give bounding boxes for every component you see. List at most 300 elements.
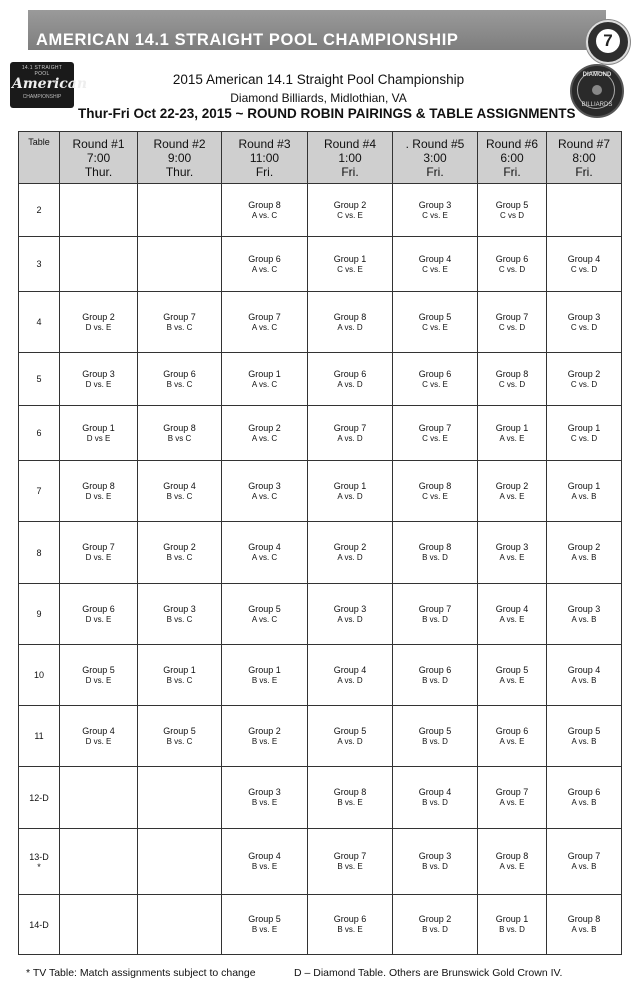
match-label: A vs. E [499,798,525,807]
pairing-cell [308,461,393,522]
table-number-label: 12-D [29,792,49,803]
round-time: 6:00 [500,150,524,165]
match-label: A vs. C [251,614,278,624]
pairing-cell [222,406,308,461]
group-label: Group 7 [567,851,601,861]
match-label: D vs. E [85,322,112,332]
group-label: Group 8 [418,480,452,491]
table-row [19,767,622,829]
pairing-cell [547,353,622,406]
table-number [19,829,60,895]
pairing-cell [308,706,393,767]
table-number-label: 8 [36,547,42,558]
pairing-cell [308,353,393,406]
match-label: B vs. E [337,798,363,807]
pairing-cell [393,237,478,292]
group-label: Group 4 [418,787,452,797]
match-label: A vs. E [499,736,525,746]
diamond-billiards-logo [570,64,624,118]
pairing-cell [547,522,622,584]
pairing-cell [308,767,393,829]
group-label: Group 3 [333,603,367,614]
match-label: C vs. E [422,491,448,501]
group-label: Group 8 [495,368,529,379]
pairing-cell [393,461,478,522]
group-label: Group 7 [418,603,452,614]
empty-cell [138,767,222,829]
match-label: A vs. B [571,675,597,685]
schedule-subtitle: Thur-Fri Oct 22-23, 2015 ~ ROUND ROBIN PAIRINGS & TABLE ASSIGNMENTS [78,106,576,121]
match-label: C vs. D [570,379,598,389]
match-label: A vs. C [251,491,278,501]
group-label: Group 5 [418,311,452,322]
round-header [138,132,222,184]
group-label: Group 8 [333,311,367,322]
match-label: C vs. E [337,264,363,274]
match-label: C vs. D [570,322,598,332]
match-label: C vs. D [570,264,598,274]
pairing-cell [60,353,138,406]
pairing-cell [393,895,478,955]
group-label: Group 4 [82,725,115,736]
pairing-cell [478,184,547,237]
match-label: A vs. B [571,925,597,934]
match-label: C vs. D [498,322,526,332]
table-number [19,353,60,406]
round-day: Fri. [426,164,444,179]
american-logo-word: American [12,76,88,92]
round-header [308,132,393,184]
page-title: 2015 American 14.1 Straight Pool Championship [172,72,465,87]
pairing-cell [393,584,478,645]
empty-cell [60,184,138,237]
match-label: B vs. E [337,925,363,934]
tv-table-mark: * [37,861,41,872]
match-label: B vs. C [166,614,193,624]
match-label: C vs. E [422,264,448,274]
pairing-cell [478,406,547,461]
pairing-cell [138,461,222,522]
pairing-cell [138,292,222,353]
group-label: Group 5 [248,914,281,924]
group-label: Group 3 [418,851,452,861]
group-label: Group 6 [495,725,529,736]
empty-cell [138,895,222,955]
group-label: Group 5 [495,664,529,675]
match-label: A vs. B [571,614,597,624]
tv-table-note: * TV Table: Match assignments subject to change [26,967,256,979]
table-column-header: Table [19,132,60,184]
group-label: Group 6 [495,253,529,264]
group-label: Group 6 [567,787,601,797]
group-label: Group 3 [418,199,452,210]
match-label: D vs. E [85,675,112,685]
pairing-cell [138,353,222,406]
group-label: Group 4 [567,253,601,264]
pairing-cell [308,184,393,237]
pairing-cell [308,584,393,645]
group-label: Group 2 [248,422,281,433]
round-time: 1:00 [338,150,362,165]
group-label: Group 3 [248,787,281,797]
match-label: D vs. E [85,491,112,501]
match-label: D vs. E [85,379,112,389]
table-number [19,895,60,955]
group-label: Group 4 [495,603,529,614]
match-label: C vs. E [422,433,448,443]
match-label: C vs D [500,210,524,220]
pairing-cell [308,292,393,353]
pairing-cell [222,237,308,292]
header-row [19,132,622,184]
round-name: Round #2 [153,136,206,151]
table-row [19,584,622,645]
pairing-cell [308,237,393,292]
match-label: B vs. C [166,379,193,389]
pairing-cell [547,895,622,955]
match-label: A vs. E [499,675,525,685]
round-time: 9:00 [167,150,192,165]
table-number-label: 7 [36,486,42,496]
round-header [393,132,478,184]
group-label: Group 1 [567,480,601,491]
match-label: A vs. D [337,736,363,746]
match-label: A vs. E [499,862,525,871]
table-number [19,522,60,584]
match-label: A vs. E [499,433,525,443]
pairing-cell [222,645,308,706]
pairing-cell [547,461,622,522]
match-label: B vs. C [166,736,193,746]
group-label: Group 6 [418,368,452,379]
group-label: Group 3 [495,542,529,552]
match-label: A vs. C [251,433,278,443]
pairing-cell [478,645,547,706]
round-day: Fri. [575,164,593,179]
group-label: Group 4 [163,480,196,491]
table-number [19,461,60,522]
group-label: Group 2 [567,542,601,552]
group-label: Group 6 [333,914,367,924]
group-label: Group 5 [163,725,196,736]
match-label: A vs. D [337,491,363,501]
group-label: Group 6 [82,603,115,614]
table-number-label: 11 [34,731,44,741]
match-label: B vs. E [337,862,363,871]
group-label: Group 7 [82,542,115,552]
empty-cell [60,767,138,829]
pairing-cell [478,706,547,767]
group-label: Group 8 [333,787,367,797]
logo-ball-icon [592,85,602,95]
pairing-cell [393,522,478,584]
group-label: Group 7 [495,311,529,322]
pairing-cell [547,706,622,767]
match-label: C vs. D [570,433,598,443]
round-time: 8:00 [572,150,596,165]
match-label: D vs. E [85,736,112,746]
match-label: B vs. D [422,736,448,746]
group-label: Group 8 [418,542,452,552]
pairing-cell [222,184,308,237]
group-label: Group 8 [248,199,281,210]
pairing-cell [393,706,478,767]
table-row [19,461,622,522]
match-label: B vs. D [422,862,448,871]
match-label: B vs. D [422,553,448,562]
match-label: D vs. E [85,553,112,562]
pairing-cell [547,406,622,461]
group-label: Group 4 [248,542,281,552]
pairing-cell [138,406,222,461]
match-label: C vs. E [337,210,363,220]
match-label: B vs. D [422,675,448,685]
match-label: B vs. E [251,862,278,871]
match-label: B vs. C [166,675,193,685]
pairings-body [19,184,622,955]
group-label: Group 7 [333,422,367,433]
match-label: C vs. E [422,379,448,389]
group-label: Group 2 [248,725,281,736]
table-number [19,184,60,237]
pairing-cell [478,292,547,353]
group-label: Group 3 [163,603,196,614]
pairing-cell [478,522,547,584]
pairing-cell [393,645,478,706]
group-label: Group 6 [333,368,367,379]
group-label: Group 2 [333,199,367,210]
round-time: 7:00 [86,150,111,165]
pairing-cell [222,767,308,829]
round-day: Fri. [341,164,359,179]
diamond-logo-bottom-text: BILLIARDS [581,102,613,108]
group-label: Group 2 [418,914,452,924]
pairing-cell [138,645,222,706]
group-label: Group 3 [567,603,601,614]
pairing-cell [60,522,138,584]
empty-cell [138,237,222,292]
match-label: A vs. C [251,210,278,220]
pairing-cell [393,829,478,895]
pairing-cell [308,829,393,895]
match-label: A vs. B [571,862,597,871]
group-label: Group 1 [248,368,281,379]
pairing-cell [547,829,622,895]
pairing-cell [393,184,478,237]
match-label: A vs. E [499,553,525,562]
group-label: Group 2 [333,542,367,552]
group-label: Group 1 [248,664,281,675]
table-number-label: 2 [36,205,42,215]
group-label: Group 7 [495,787,529,797]
pairing-cell [60,645,138,706]
match-label: B vs. D [422,798,448,807]
group-label: Group 5 [82,664,115,675]
group-label: Group 1 [82,422,115,433]
group-label: Group 5 [418,725,452,736]
match-label: A vs. C [251,379,278,389]
match-label: C vs. D [498,264,526,274]
table-number-label: 13-D [29,851,49,862]
round-name: Round #3 [238,136,291,151]
match-label: B vs. C [166,553,193,562]
pairing-cell [60,584,138,645]
match-label: A vs. B [571,798,597,807]
match-label: B vs C [167,433,192,443]
pairing-cell [547,237,622,292]
pairing-cell [222,461,308,522]
american-logo-arc-text: 14.1 STRAIGHT POOL [21,65,63,77]
pairing-cell [60,706,138,767]
match-label: A vs. B [571,553,597,562]
table-number-label: 14-D [29,919,49,930]
table-row [19,353,622,406]
match-label: A vs. D [337,433,363,443]
group-label: Group 7 [248,311,281,322]
american-logo-sub-text: CHAMPIONSHIP [22,94,62,100]
pairing-cell [222,895,308,955]
group-label: Group 2 [82,311,115,322]
group-label: Group 7 [418,422,452,433]
round-name: Round #6 [485,136,539,151]
pairing-cell [547,645,622,706]
match-label: B vs. C [166,322,193,332]
match-label: B vs. D [499,925,525,934]
pairing-cell [138,584,222,645]
table-number [19,406,60,461]
group-label: Group 5 [333,725,367,736]
table-row [19,237,622,292]
match-label: C vs. E [422,210,448,220]
pairing-cell [478,461,547,522]
group-label: Group 2 [163,542,196,552]
group-label: Group 5 [495,199,529,210]
match-label: D vs E [86,433,111,443]
round-day: Fri. [255,164,274,179]
pairing-cell [222,353,308,406]
pairing-cell [308,895,393,955]
pairing-cell [60,292,138,353]
diamond-logo-top-text: DIAMOND [582,72,612,78]
match-label: A vs. D [337,379,363,389]
pairing-cell [478,829,547,895]
group-label: Group 3 [248,480,281,491]
pairing-cell [547,767,622,829]
group-label: Group 1 [163,664,196,675]
round-name: Round #7 [557,136,611,151]
match-label: A vs. B [571,736,597,746]
page-number: 7 [596,29,620,53]
round-day: Thur. [165,164,194,179]
empty-cell [547,184,622,237]
match-label: B vs. D [422,925,448,934]
match-label: A vs. D [337,322,363,332]
empty-cell [138,829,222,895]
group-label: Group 6 [163,368,196,379]
match-label: B vs. E [251,798,278,807]
pairing-cell [60,461,138,522]
diamond-table-note: D – Diamond Table. Others are Brunswick Gold Crown IV. [294,967,563,979]
pairing-cell [393,292,478,353]
pairing-cell [308,406,393,461]
table-number [19,292,60,353]
match-label: B vs. E [251,925,278,934]
pairing-cell [308,645,393,706]
table-number-label: 10 [33,670,44,680]
group-label: Group 2 [495,480,529,491]
group-label: Group 8 [567,914,601,924]
table-row [19,829,622,895]
pairing-cell [478,353,547,406]
group-label: Group 1 [333,253,367,264]
match-label: C vs. E [422,322,448,332]
match-label: A vs. B [571,491,597,501]
pairing-cell [308,522,393,584]
page-number-badge [586,20,630,64]
match-label: A vs. E [499,491,525,501]
round-name: Round #4 [323,136,377,151]
table-number [19,584,60,645]
table-number [19,706,60,767]
table-number-label: 5 [36,374,42,384]
title-banner [28,10,606,50]
group-label: Group 3 [82,368,115,379]
match-label: A vs. C [251,322,278,332]
empty-cell [138,184,222,237]
table-row [19,706,622,767]
group-label: Group 5 [248,603,281,614]
pairing-cell [222,706,308,767]
pairing-cell [60,406,138,461]
match-label: B vs. C [166,491,193,501]
pairing-cell [478,584,547,645]
pairing-cell [393,767,478,829]
pairing-cell [547,584,622,645]
group-label: Group 5 [567,725,601,736]
match-label: A vs. E [499,614,525,624]
table-number-label: 4 [36,317,42,327]
table-number-label: 3 [36,259,42,269]
group-label: Group 7 [163,311,196,322]
table-row [19,522,622,584]
round-header [547,132,622,184]
group-label: Group 1 [567,422,601,433]
match-label: A vs. D [337,675,363,685]
group-label: Group 8 [163,422,196,433]
round-name: . Round #5 [405,136,465,151]
round-day: Thur. [84,164,113,179]
group-label: Group 4 [418,253,452,264]
pairing-cell [478,767,547,829]
table-number [19,645,60,706]
group-label: Group 8 [495,851,529,861]
empty-cell [60,829,138,895]
table-row [19,895,622,955]
round-header [478,132,547,184]
pairing-cell [222,584,308,645]
group-label: Group 3 [567,311,601,322]
table-number [19,237,60,292]
match-label: B vs. E [251,675,278,685]
table-number [19,767,60,829]
round-name: Round #1 [72,136,125,151]
group-label: Group 7 [333,851,367,861]
table-row [19,292,622,353]
pairings-table [18,131,622,955]
table-row [19,184,622,237]
pairing-cell [393,353,478,406]
match-label: C vs. D [498,379,526,389]
